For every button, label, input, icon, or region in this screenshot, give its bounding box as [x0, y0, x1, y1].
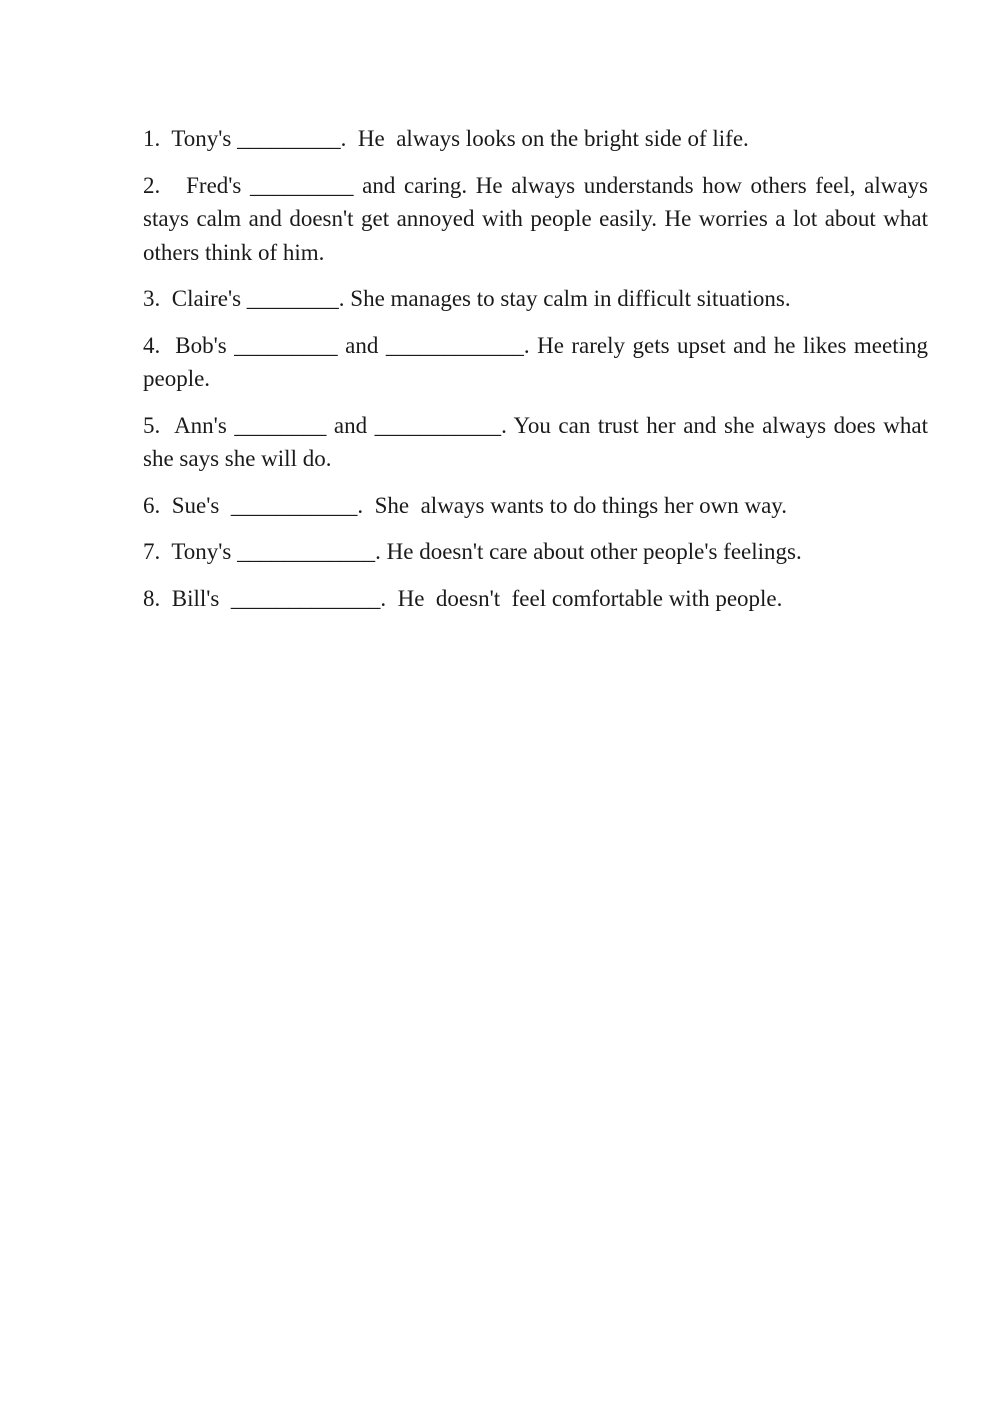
exercise-item-text: 2. Fred's _________ and caring. He always understands how others feel, always stays calm and doesn't get annoyed with people easily. He worries a lot about what others think of him. — [143, 172, 934, 265]
exercise-item-7 — [143, 535, 928, 569]
exercise-item-8 — [143, 582, 928, 616]
exercise-item-2 — [143, 169, 934, 270]
exercise-item-4 — [143, 329, 934, 396]
exercise-item-3 — [143, 282, 928, 316]
exercise-item-text: 6. Sue's ___________. She always wants to do things her own way. — [143, 492, 788, 518]
exercise-item-text: 7. Tony's ____________. He doesn't care about other people's feelings. — [143, 539, 802, 564]
exercise-item-text: 1. Tony's _________. He always looks on the bright side of life. — [143, 126, 749, 151]
exercise-item-1 — [143, 122, 928, 156]
exercise-item-text: 5. Ann's ________ and ___________. You can trust her and she always does what she says she will do. — [143, 412, 934, 471]
exercise-item-6 — [143, 489, 928, 523]
exercise-list — [143, 122, 934, 628]
exercise-item-text: 8. Bill's _____________. He doesn't feel comfortable with people. — [143, 585, 783, 611]
exercise-item-5 — [143, 409, 934, 476]
exercise-item-text: 4. Bob's _________ and ____________. He rarely gets upset and he likes meeting people. — [143, 332, 934, 391]
exercise-item-text: 3. Claire's ________. She manages to stay calm in difficult situations. — [143, 286, 791, 311]
